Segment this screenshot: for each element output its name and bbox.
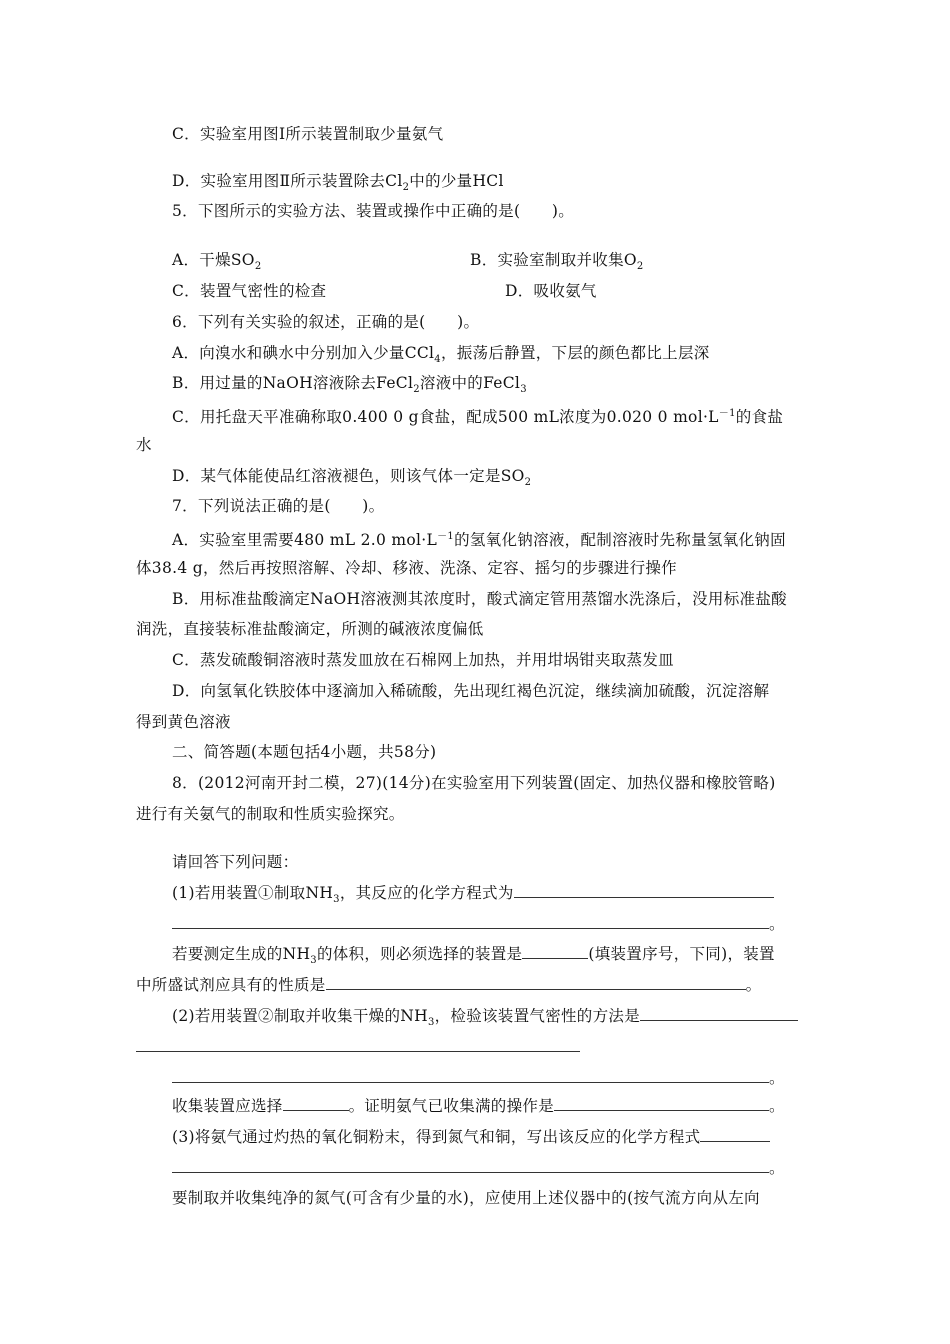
text: 要制取并收集纯净的氮气(可含有少量的水)，应使用上述仪器中的(按气流方向从左向 [172,1189,760,1207]
answer-blank[interactable] [522,944,588,959]
q6-option-b [172,373,527,400]
prompt-line [172,852,298,872]
q8-part1-volume [172,944,775,971]
subscript: 4 [434,354,441,366]
superscript: －1 [437,531,455,542]
section-heading [172,742,436,762]
text: 8．(2012河南开封二模，27)(14分)在实验室用下列装置(固定、加热仪器和橡胶管略) [172,774,776,792]
superscript: －1 [718,408,736,419]
text: C．用托盘天平准确称取0.400 0 g食盐，配成500 mL浓度为0.020 0 mol·L [172,408,719,427]
q8-part3-nitrogen [172,1188,760,1208]
subscript: 3 [520,384,527,396]
text: 体38.4 g，然后再按照溶解、冷却、移液、洗涤、定容、摇匀的步骤进行操作 [136,559,677,577]
answer-blank[interactable] [136,1037,580,1052]
question-7-stem [172,496,384,516]
answer-blank[interactable] [283,1096,349,1111]
text: 进行有关氨气的制取和性质实验探究。 [136,805,405,823]
text: 。 [769,1159,785,1177]
q7-option-b [172,589,787,609]
text: 6．下列有关实验的叙述，正确的是( )。 [172,313,480,331]
text: B．用标准盐酸滴定NaOH溶液测其浓度时，酸式滴定管用蒸馏水洗涤后，没用标准盐酸 [172,590,787,608]
q7-option-a [172,527,786,550]
q6-option-a [172,343,710,370]
text: A．干燥SO [172,251,255,269]
q5-option-b [470,250,644,277]
answer-blank[interactable] [172,1068,769,1083]
text: 5．下图所示的实验方法、装置或操作中正确的是( )。 [172,202,575,220]
text: 二、简答题(本题包括4小题，共58分) [172,743,437,761]
text: 。 [745,976,762,994]
text: ，检验该装置气密性的方法是 [434,1007,641,1025]
q8-part1 [172,883,774,910]
q8-part3 [172,1127,770,1147]
q7-option-d [172,681,769,701]
text: 润洗，直接装标准盐酸滴定，所测的碱液浓度偏低 [136,620,484,638]
answer-blank[interactable] [172,914,769,929]
text: ，振荡后静置，下层的颜色都比上层深 [440,344,710,362]
q6-option-c-cont [136,435,152,455]
subscript: 2 [524,477,532,489]
text: 中所盛试剂应具有的性质是 [136,976,326,994]
answer-blank[interactable] [554,1096,769,1111]
q7-option-b-cont [136,619,484,639]
subscript: 3 [310,955,317,967]
text: (1)若用装置①制取NH [172,884,334,902]
text: ，其反应的化学方程式为 [339,884,514,902]
subscript: 3 [427,1017,435,1029]
text: D．某气体能使品红溶液褪色，则该气体一定是SO [172,467,525,485]
q7-option-c [172,650,674,670]
text: (3)将氨气通过灼热的氧化铜粉末，得到氮气和铜，写出该反应的化学方程式 [172,1128,701,1146]
q5-option-c [172,281,326,301]
q8-part1-blank-line [172,914,785,934]
text: D．吸收氨气 [505,282,597,300]
text: A．向溴水和碘水中分别加入少量CCl [172,344,435,362]
text: (2)若用装置②制取并收集干燥的NH [172,1007,428,1025]
text: A．实验室里需要480 mL 2.0 mol·L [172,531,438,550]
answer-blank[interactable] [172,1158,769,1173]
text: 水 [136,436,152,454]
answer-blank[interactable] [326,975,746,990]
q5-option-d [505,281,597,301]
text: 若要测定生成的NH [172,945,311,963]
q6-option-c [172,404,783,427]
subscript: 2 [636,261,644,273]
text: 收集装置应选择 [172,1097,283,1115]
text: C．装置气密性的检查 [172,282,327,300]
text: 请回答下列问题： [172,853,299,871]
option-d-line [172,171,504,198]
q8-part2 [172,1006,798,1033]
text: 。证明氨气已收集满的操作是 [348,1097,555,1115]
subscript: 2 [254,261,262,273]
q7-option-a-cont [136,558,677,578]
text: D．向氢氧化铁胶体中逐滴加入稀硫酸，先出现红褐色沉淀，继续滴加硫酸，沉淀溶解 [172,682,770,700]
text: 中的少量HCl [409,172,504,190]
answer-blank[interactable] [640,1006,798,1021]
question-5-stem [172,201,574,221]
text: 的食盐 [735,408,784,427]
question-8-stem [172,773,776,793]
answer-blank[interactable] [514,883,774,898]
q8-part2-blank-line [136,1037,580,1057]
question-6-stem [172,312,479,332]
text: C．蒸发硫酸铜溶液时蒸发皿放在石棉网上加热，并用坩埚钳夹取蒸发皿 [172,651,674,669]
text: B．实验室制取并收集O [470,251,637,269]
q8-part3-blank-line [172,1158,785,1178]
text: 7．下列说法正确的是( )。 [172,497,385,515]
subscript: 3 [333,894,340,906]
subscript: 2 [413,384,420,396]
question-8-stem-cont [136,804,405,824]
option-c-line [172,124,443,144]
text: D．实验室用图Ⅱ所示装置除去Cl [172,172,403,190]
q5-option-a [172,250,262,277]
text: 溶液中的FeCl [419,374,521,392]
q8-part1-volume-cont [136,975,761,995]
text: 。 [769,1097,785,1115]
text: 的体积，则必须选择的装置是 [316,945,523,963]
q8-part2-collection [172,1096,785,1116]
q7-option-d-cont [136,712,231,732]
text: B．用过量的NaOH溶液除去FeCl [172,374,414,392]
text: 。 [769,1069,785,1087]
answer-blank[interactable] [700,1127,770,1142]
text: 的氢氧化钠溶液，配制溶液时先称量氢氧化钠固 [454,531,786,550]
q8-part2-blank-line-2 [172,1068,785,1088]
text: C．实验室用图Ⅰ所示装置制取少量氨气 [172,125,444,143]
text: (填装置序号，下同)，装置 [588,945,775,963]
text: 得到黄色溶液 [136,713,231,731]
q6-option-d [172,466,531,493]
text: 。 [769,915,785,933]
subscript: 2 [402,182,410,194]
